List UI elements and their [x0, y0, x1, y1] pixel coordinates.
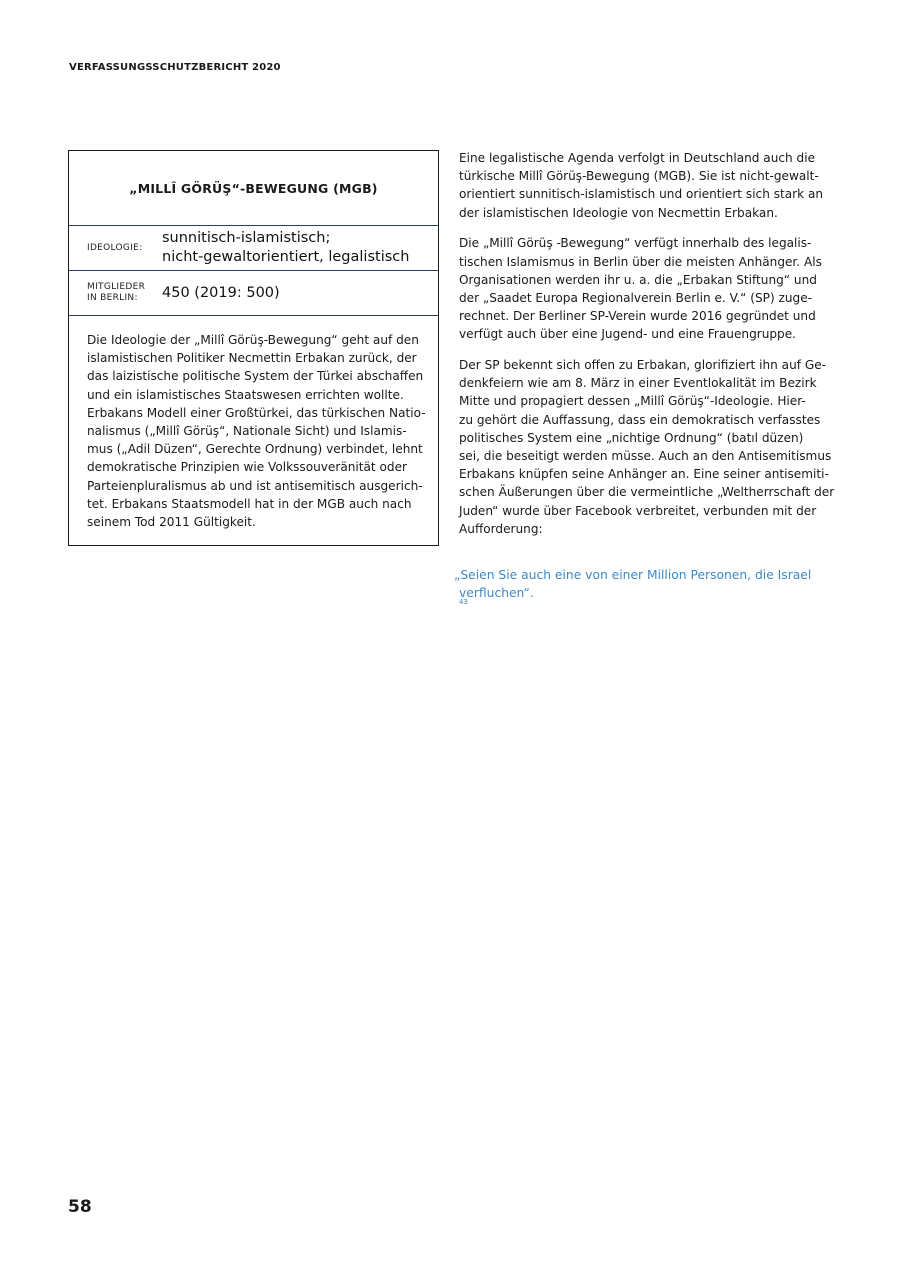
text-line: der islamistischen Ideologie von Necmettin Erbakan. [459, 205, 778, 220]
text-line: zu gehört die Auffassung, dass ein demokratisch verfasstes [459, 412, 821, 427]
members-value: 450 (2019: 500) [162, 284, 280, 301]
text-line: mus („Adil Düzen“, Gerechte Ordnung) verbindet, lehnt [87, 442, 423, 457]
text-line: denkfeiern wie am 8. März in einer Eventlokalität im Bezirk [459, 376, 817, 391]
ideology-label: IDEOLOGIE: [87, 242, 143, 253]
ideology-row [69, 226, 438, 271]
text-line: Erbakans Modell einer Großtürkei, das türkischen Natio- [87, 405, 426, 420]
text-line: Die Ideologie der „Millî Görüş-Bewegung“ geht auf den [87, 333, 419, 347]
text-line: Eine legalistische Agenda verfolgt in Deutschland auch die [459, 151, 816, 165]
text-line: orientiert sunnitisch-islamistisch und orientiert sich stark an [459, 187, 824, 202]
quote [454, 566, 844, 607]
text-line: Die „Millî Görüş -Bewegung“ verfügt innerhalb des legalis- [459, 236, 812, 251]
text-line: und ein islamistisches Staatswesen errichten wollte. [87, 387, 404, 402]
text-line: nalismus („Millî Görüş“, Nationale Sicht) und Islamis- [87, 424, 407, 439]
text-line: Organisationen werden ihr u. a. die „Erbakan Stiftung“ und [459, 272, 817, 287]
text-line: schen Äußerungen über die vermeintliche „Weltherrschaft der [459, 485, 835, 500]
members-label-line: MITGLIEDER [87, 282, 146, 292]
info-box-text [69, 316, 438, 531]
body-column [459, 149, 839, 551]
report-title: VERFASSUNGSSCHUTZBERICHT 2020 [69, 62, 281, 73]
text-line: das laizistische politische System der Türkei abschaffen [87, 369, 424, 384]
text-line: demokratische Prinzipien wie Volkssouveränität oder [87, 460, 407, 475]
paragraph [459, 356, 839, 538]
text-line: Mitte und propagiert dessen „Millî Görüş“-Ideologie. Hier- [459, 394, 806, 409]
quote-line: „Seien Sie auch eine von einer Million Personen, die Israel [454, 568, 812, 582]
text-line: verfügt auch über eine Jugend- und eine Frauengruppe. [459, 327, 797, 342]
members-row [69, 271, 438, 316]
text-line: tet. Erbakans Staatsmodell hat in der MGB auch nach [87, 496, 412, 511]
text-line: sei, die beseitigt werden müsse. Auch an den Antisemitismus [459, 449, 832, 464]
text-line: Aufforderung: [459, 521, 543, 536]
text-line: tischen Islamismus in Berlin über die meisten Anhänger. Als [459, 254, 822, 269]
text-line: Der SP bekennt sich offen zu Erbakan, glorifiziert ihn auf Ge- [459, 358, 827, 373]
quote-line: verfluchen“. [459, 586, 534, 601]
text-line: rechnet. Der Berliner SP-Verein wurde 2016 gegründet und [459, 309, 816, 324]
ideology-value-line: sunnitisch-islamistisch; [162, 230, 331, 246]
ideology-value-line: nicht-gewaltorientiert, legalistisch [162, 249, 410, 265]
info-box-title: „MILLÎ GÖRÜŞ“-BEWEGUNG (MGB) [69, 151, 438, 226]
quote-line-last: verfluchen“. 43 [459, 586, 534, 607]
text-line: seinem Tod 2011 Gültigkeit. [87, 515, 256, 530]
text-line: Erbakans knüpfen seine Anhänger an. Eine seiner antisemiti- [459, 467, 829, 482]
paragraph [459, 149, 839, 222]
text-line: türkische Millî Görüş-Bewegung (MGB). Sie ist nicht-gewalt- [459, 169, 819, 184]
text-line: der „Saadet Europa Regionalverein Berlin e. V.“ (SP) zuge- [459, 290, 813, 305]
text-line: Parteienpluralismus ab und ist antisemitisch ausgerich- [87, 478, 423, 493]
members-label [87, 282, 162, 304]
info-box [68, 150, 439, 546]
paragraph [459, 234, 839, 343]
text-line: Juden“ wurde über Facebook verbreitet, verbunden mit der [459, 503, 817, 518]
members-label-line: IN BERLIN: [87, 293, 138, 303]
text-line: islamistischen Politiker Necmettin Erbakan zurück, der [87, 351, 417, 366]
page-number: 58 [68, 1197, 92, 1217]
text-line: politisches System eine „nichtige Ordnung“ (batıl düzen) [459, 430, 804, 445]
ideology-value [162, 229, 409, 267]
